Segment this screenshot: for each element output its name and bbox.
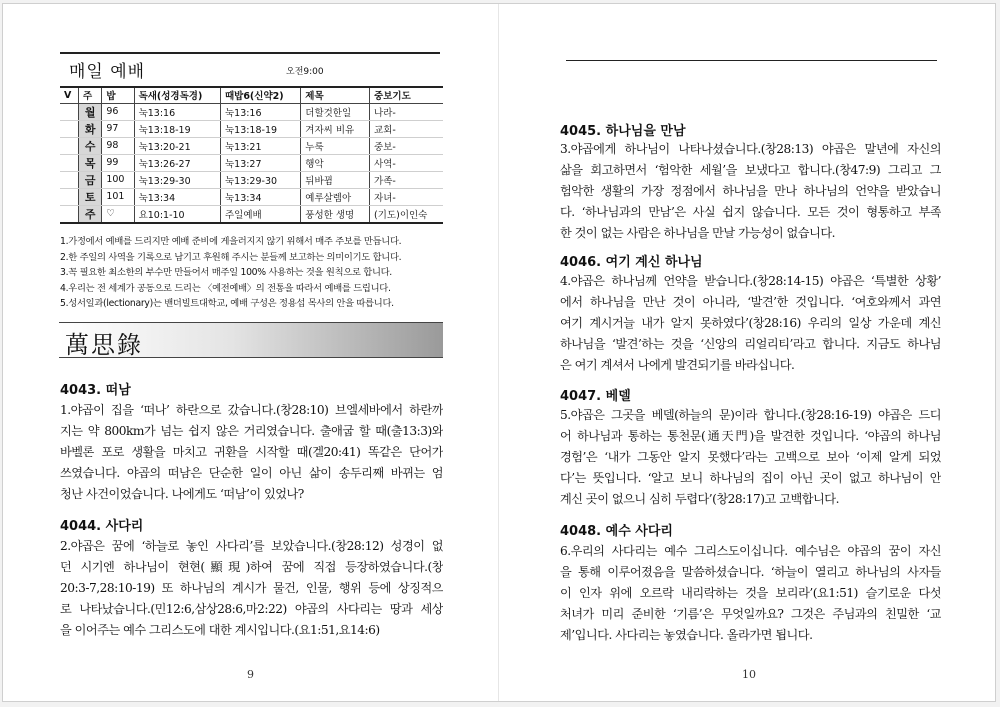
text-line: 을 통해 이루어졌음을 말씀하셨습니다. ‘하늘이 열리고 하나님의 사자들 [560, 565, 941, 579]
text-line: 쓰였습니다. 야곱의 떠남은 단순한 일이 아닌 삶이 송두리째 바뀌는 엄 [60, 466, 443, 480]
table-cell: 행악 [301, 154, 370, 171]
note-item: 4.우리는 전 세계가 공동으로 드리는 〈예전예배〉의 전통을 따라서 예배를 드립니다. [60, 282, 391, 294]
section-paragraph [60, 400, 443, 505]
book-spread [2, 3, 996, 702]
table-cell: 요10:1-10 [134, 205, 220, 223]
column-header: 주 [79, 87, 102, 103]
text-line: 험악한 생활의 가장 정점에서 하나님을 만나 하나님의 언약을 받았습니 [560, 184, 941, 198]
table-cell: 예루살렘아 [301, 188, 370, 205]
section-heading: 4045. 하나님을 만남 [560, 124, 686, 139]
table-cell: 눅13:34 [220, 188, 300, 205]
table-cell: 눅13:27 [220, 154, 300, 171]
text-line: 청난 사건이었습니다. 나에게도 ‘떠남’이 있었나? [60, 487, 304, 501]
top-rule [566, 60, 937, 61]
section-paragraph [560, 405, 941, 510]
text-line: 4.야곱은 하나님께 언약을 받습니다.(창28:14-15) 야곱은 ‘특별한 상황’ [560, 274, 941, 288]
banner-title: 萬思錄 [65, 331, 143, 359]
text-line: 지는 약 800km가 넘는 쉽지 않은 거리였습니다. 출애굽 할 때(출13:3)와 [60, 424, 443, 438]
text-line: 처녀가 미리 준비한 ‘기름’은 무엇일까요? 그것은 주님과의 친밀한 ‘교 [560, 607, 941, 621]
text-line: 이 인자 위에 오르락 내리락하는 것을 보리라’(요1:51) 슬기로운 다섯 [560, 586, 941, 600]
right-page [499, 4, 995, 701]
section-paragraph [60, 536, 443, 641]
worship-title: 매일 예배 [69, 62, 146, 82]
table-cell: 사역- [370, 154, 443, 171]
check-cell [60, 137, 79, 154]
note-item: 5.성서일과(lectionary)는 밴더빌트대학교, 예배 구성은 정용섭 목사의 안을 따릅니다. [60, 298, 394, 310]
text-line: 로 나타났습니다.(민12:6,삼상28:6,마2:22) 야곱의 사다리는 땅과 세상 [60, 602, 443, 616]
note-item: 2.한 주일의 사역을 기록으로 남기고 후원해 주시는 분들께 보고하는 의미이기도 합니다. [60, 251, 402, 263]
column-header: 중보기도 [370, 87, 443, 103]
table-cell: 가족- [370, 171, 443, 188]
table-cell: 100 [102, 171, 134, 188]
table-row [60, 205, 443, 223]
table-row [60, 188, 443, 205]
table-cell: 눅13:16 [220, 103, 300, 120]
column-header: 때밥6(신약2) [220, 87, 300, 103]
text-line: 여기 계시거늘 내가 알지 못하였다’(창28:16) 우리의 일상 가운데 계신 [560, 316, 941, 330]
section-heading: 4043. 떠남 [60, 383, 131, 398]
text-line: 5.야곱은 그곳을 베델(하늘의 문)이라 합니다.(창28:16-19) 야곱은 드디 [560, 408, 941, 422]
day-cell: 월 [79, 103, 102, 120]
day-cell: 화 [79, 120, 102, 137]
table-cell: 중보- [370, 137, 443, 154]
table-cell: 눅13:29-30 [220, 171, 300, 188]
text-line: 던 시기엔 하나님이 현현(顯現)하여 꿈에 직접 등장하였습니다.(창 [60, 560, 443, 574]
check-cell [60, 188, 79, 205]
table-cell: 뒤바뀜 [301, 171, 370, 188]
section-paragraph [560, 541, 941, 646]
table-cell: 101 [102, 188, 134, 205]
text-line: 2.야곱은 꿈에 ‘하늘로 놓인 사다리’를 보았습니다.(창28:12) 성경이 없 [60, 539, 443, 553]
top-rule [60, 52, 440, 54]
check-cell [60, 205, 79, 223]
check-cell [60, 171, 79, 188]
table-header-row [60, 87, 443, 103]
text-line: 다’는 뜻입니다. ‘알고 보니 하나님의 집이 아닌 곳이 없고 하나님이 안 [560, 471, 941, 485]
table-cell: 눅13:20-21 [134, 137, 220, 154]
table-cell: 96 [102, 103, 134, 120]
text-line: 삶을 회고하면서 ‘험악한 세월’을 보냈다고 합니다.(창47:9) 그리고 그 [560, 163, 941, 177]
table-row [60, 103, 443, 120]
text-line: 20:3-7,28:10-19) 또 하나님의 계시가 물건, 인물, 행위 등에 상징적으 [60, 581, 443, 595]
section-heading: 4046. 여기 계신 하나님 [560, 255, 703, 270]
notes-list [60, 234, 450, 312]
table-cell: 99 [102, 154, 134, 171]
column-header: 밥 [102, 87, 134, 103]
day-cell: 금 [79, 171, 102, 188]
table-cell: 더할것한일 [301, 103, 370, 120]
text-line: 바벨론 포로 생활을 마치고 귀환을 시작할 때(겔20:41) 똑같은 단어가 [60, 445, 443, 459]
section-paragraph [560, 271, 941, 376]
table-cell: 눅13:34 [134, 188, 220, 205]
section-paragraph [560, 139, 941, 244]
table-cell: 자녀- [370, 188, 443, 205]
page-number: 10 [742, 668, 756, 681]
text-line: 다. ‘하나님과의 만남’은 사실 쉽지 않습니다. 모든 것이 형통하고 부족 [560, 205, 941, 219]
heart-cell: ♡ [102, 205, 134, 223]
column-header: V [60, 87, 79, 103]
section-heading: 4048. 예수 사다리 [560, 524, 673, 539]
column-header: 제목 [301, 87, 370, 103]
text-line: 을 이어주는 예수 그리스도에 대한 계시입니다.(요1:51,요14:6) [60, 623, 380, 637]
text-line: 3.야곱에게 하나님이 나타나셨습니다.(창28:13) 야곱은 말년에 자신의 [560, 142, 941, 156]
text-line: 한 것이 없는 사람은 하나님을 만날 가능성이 없습니다. [560, 226, 836, 240]
text-line: 1.야곱이 집을 ‘떠나’ 하란으로 갔습니다.(창28:10) 브엘세바에서 하란까 [60, 403, 443, 417]
table-cell: 눅13:26-27 [134, 154, 220, 171]
table-cell: (기도)이인숙 [370, 205, 443, 223]
worship-schedule-table [60, 86, 443, 224]
table-cell: 눅13:16 [134, 103, 220, 120]
text-line: 어 하나님과 통하는 통천문(通天門)을 발견한 것입니다. ‘야곱의 하나님 [560, 429, 941, 443]
table-cell: 98 [102, 137, 134, 154]
text-line: 에서 하나님을 만난 것이 아니라, ‘발견’한 것입니다. ‘여호와께서 과연 [560, 295, 941, 309]
section-heading: 4047. 베델 [560, 389, 631, 404]
table-cell: 누룩 [301, 137, 370, 154]
text-line: 6.우리의 사다리는 예수 그리스도이십니다. 예수님은 야곱의 꿈이 자신 [560, 544, 941, 558]
day-cell: 토 [79, 188, 102, 205]
text-line: 경험’은 ‘내가 그동안 알지 못했다’라는 고백으로 보아 ‘이제 알게 되었 [560, 450, 941, 464]
check-cell [60, 103, 79, 120]
section-banner [59, 322, 443, 358]
table-cell: 겨자씨 비유 [301, 120, 370, 137]
day-cell: 목 [79, 154, 102, 171]
table-row [60, 137, 443, 154]
table-row [60, 120, 443, 137]
left-page [3, 4, 499, 701]
text-line: 은 여기 계셔서 나에게 발견되기를 바라십니다. [560, 358, 795, 372]
table-cell: 97 [102, 120, 134, 137]
text-line: 제’입니다. 사다리는 놓였습니다. 올라가면 됩니다. [560, 628, 813, 642]
day-cell: 주 [79, 205, 102, 223]
day-cell: 수 [79, 137, 102, 154]
table-cell: 눅13:21 [220, 137, 300, 154]
table-row [60, 171, 443, 188]
table-row [60, 154, 443, 171]
text-line: 계신 곳이 없으니 심히 두렵다’(창28:17)고 고백합니다. [560, 492, 839, 506]
worship-time: 오전9:00 [286, 67, 324, 77]
table-cell: 나라- [370, 103, 443, 120]
note-item: 1.가정에서 예배를 드리지만 예배 준비에 게을러지지 않기 위해서 매주 주보를 만듭니다. [60, 236, 402, 247]
page-number: 9 [247, 668, 254, 681]
table-cell: 주일예배 [220, 205, 300, 223]
table-cell: 교회- [370, 120, 443, 137]
check-cell [60, 154, 79, 171]
table-cell: 눅13:18-19 [220, 120, 300, 137]
text-line: 하나님을 ‘발견’하는 것을 ‘신앙의 리얼리티’라고 합니다. 지금도 하나님 [560, 337, 941, 351]
check-cell [60, 120, 79, 137]
table-cell: 풍성한 생명 [301, 205, 370, 223]
note-item: 3.꼭 필요한 최소한의 부수만 만들어서 매주일 100% 사용하는 것을 원칙으로 합니다. [60, 267, 392, 279]
column-header: 독새(성경독경) [134, 87, 220, 103]
table-cell: 눅13:29-30 [134, 171, 220, 188]
table-cell: 눅13:18-19 [134, 120, 220, 137]
section-heading: 4044. 사다리 [60, 519, 144, 534]
